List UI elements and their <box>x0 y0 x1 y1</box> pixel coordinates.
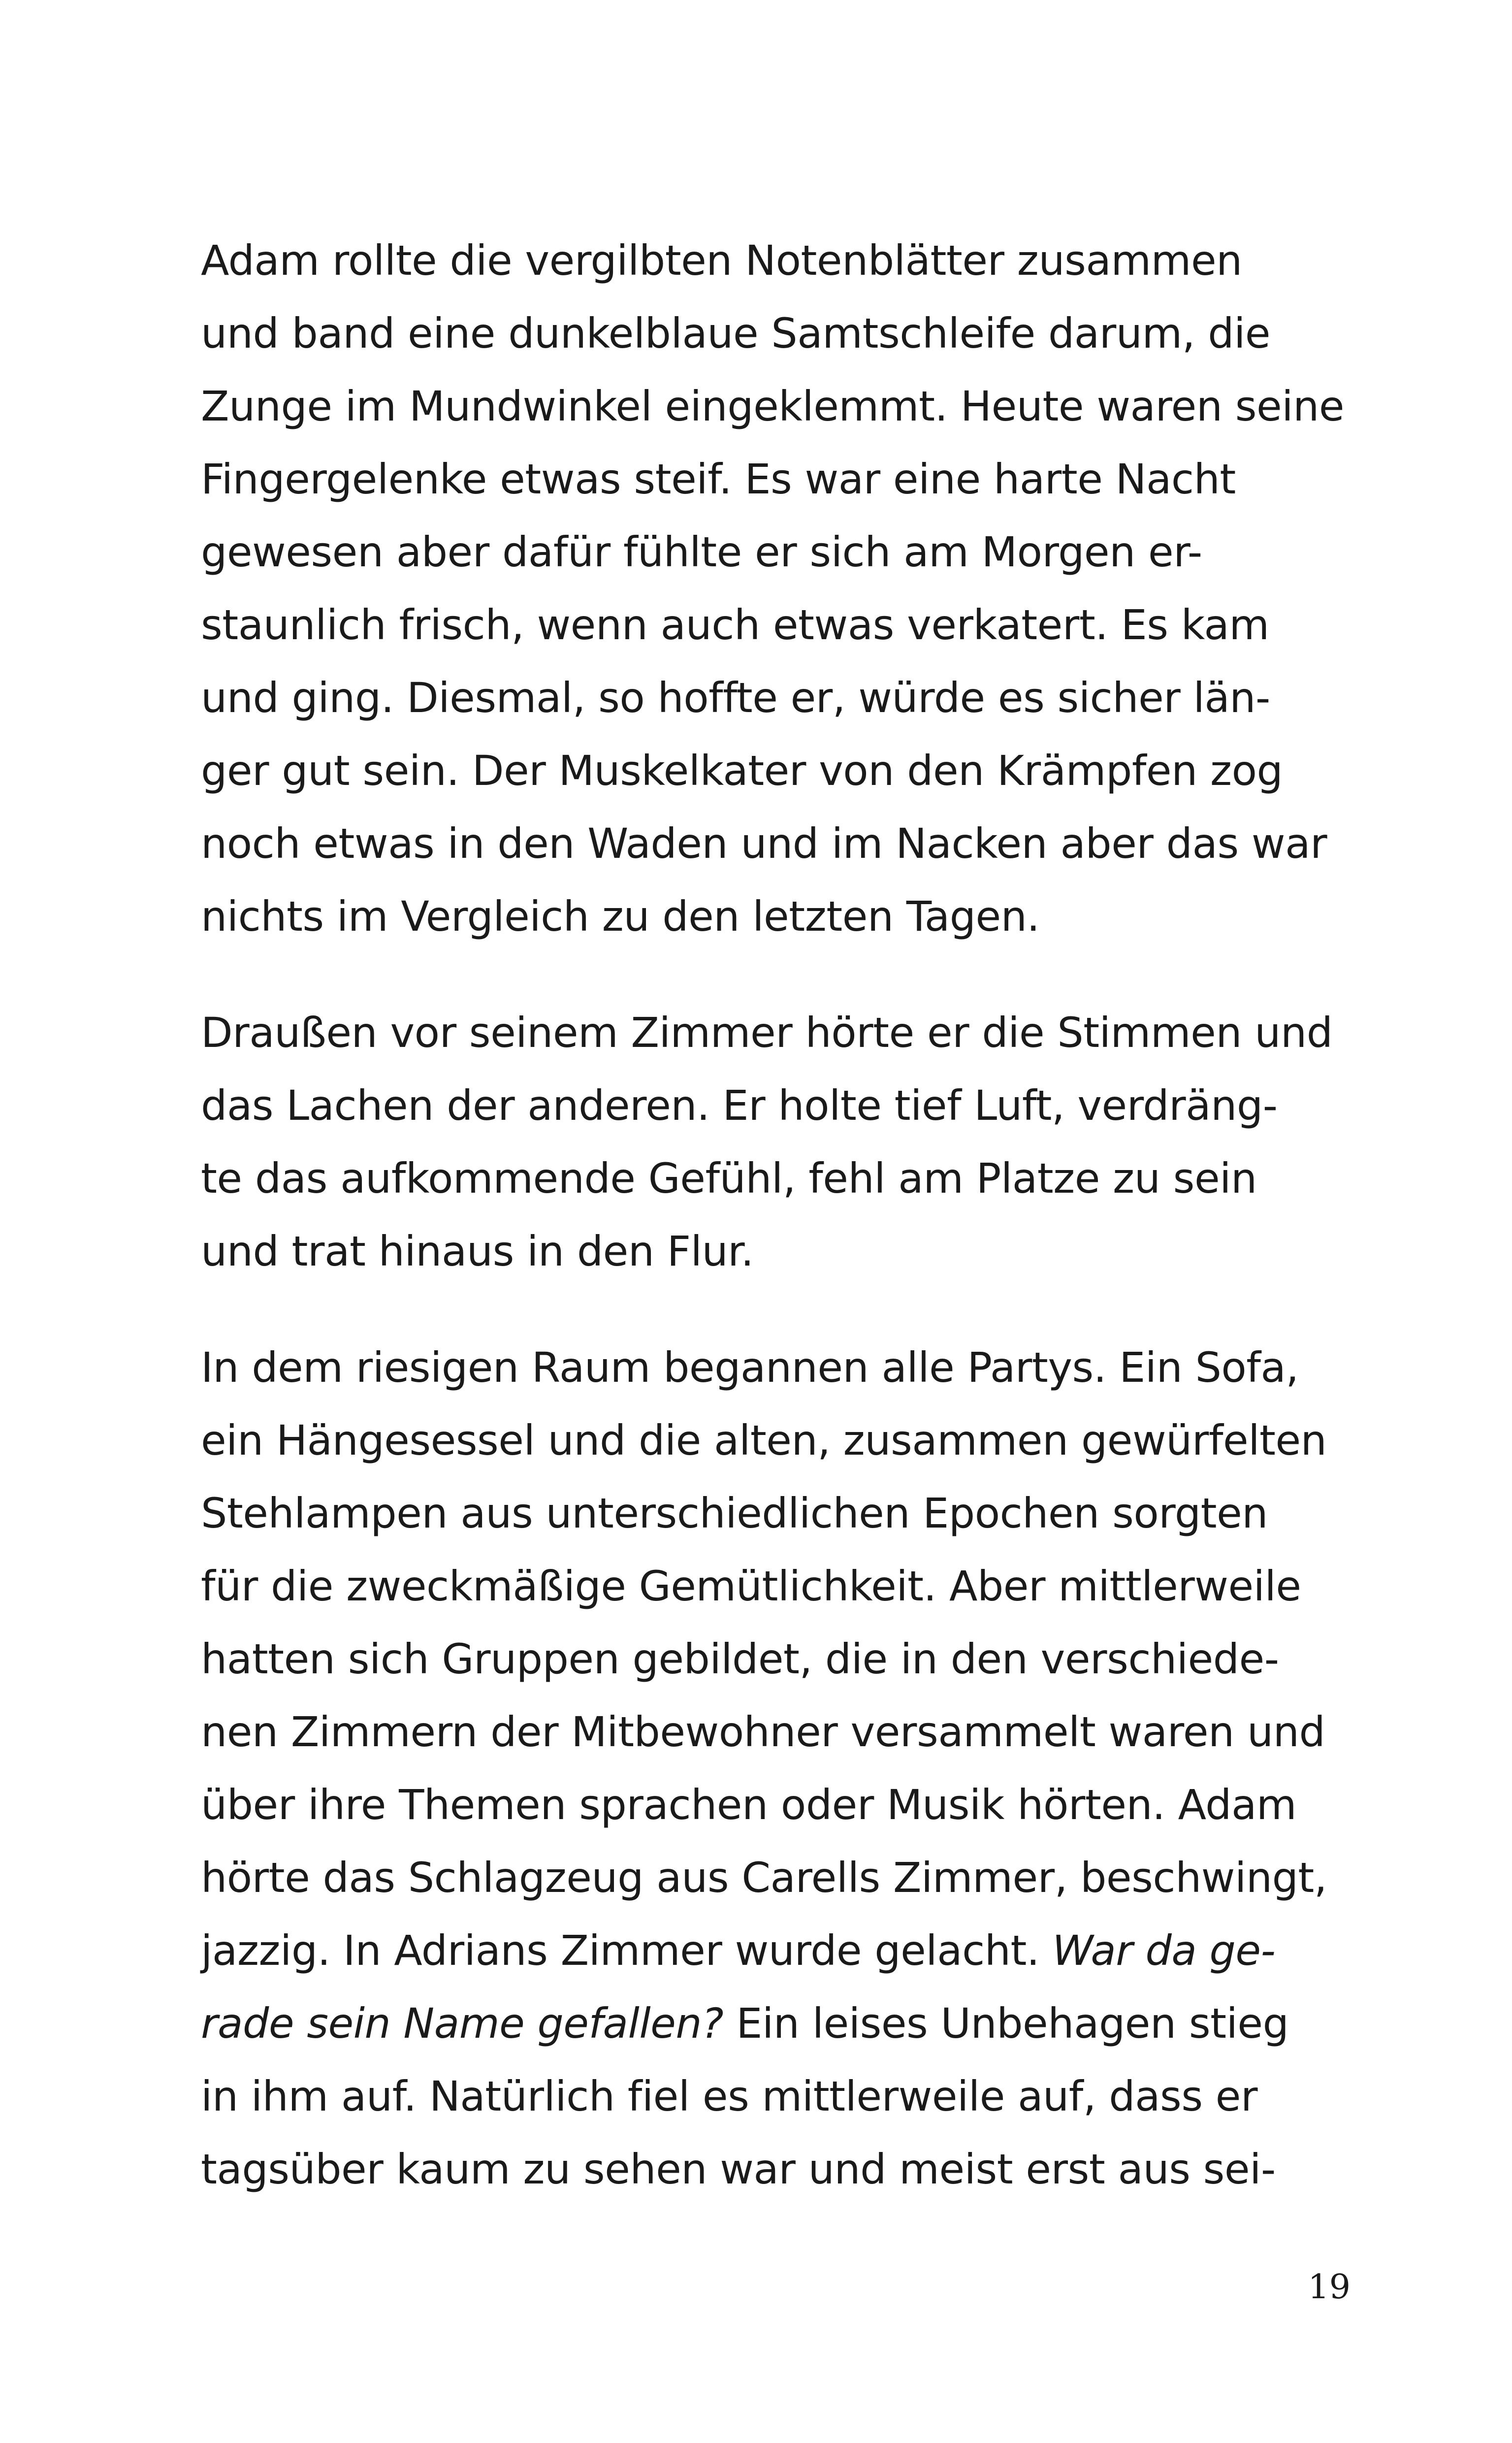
text-segment: Stehlampen aus unterschiedlichen Epochen sorgten <box>201 1489 1268 1537</box>
text-segment: nichts im Vergleich zu den letzten Tagen. <box>201 892 1040 941</box>
text-line <box>201 1623 1363 1695</box>
text-segment: über ihre Themen sprachen oder Musik hörten. Adam <box>201 1781 1297 1829</box>
text-line <box>201 1841 1363 1914</box>
paragraph <box>201 996 1363 1288</box>
text-segment: Ein leises Unbehagen stieg <box>723 1999 1289 2048</box>
text-line <box>201 516 1363 588</box>
text-segment: und band eine dunkelblaue Samtschleife darum, die <box>201 309 1271 358</box>
text-line <box>201 1404 1363 1477</box>
text-segment: Adam rollte die vergilbten Notenblätter zusammen <box>201 236 1242 285</box>
text-line <box>201 1914 1363 1987</box>
text-line <box>201 661 1363 734</box>
text-segment: ger gut sein. Der Muskelkater von den Krämpfen zog <box>201 747 1283 795</box>
text-segment: in ihm auf. Natürlich fiel es mittlerweile auf, dass er <box>201 2072 1257 2120</box>
text-line <box>201 2060 1363 2133</box>
text-line <box>201 588 1363 661</box>
text-segment: und trat hinaus in den Flur. <box>201 1227 754 1275</box>
text-segment: hörte das Schlagzeug aus Carells Zimmer, beschwingt, <box>201 1854 1327 1902</box>
text-line <box>201 1695 1363 1768</box>
text-segment: hatten sich Gruppen gebildet, die in den verschiede- <box>201 1635 1279 1683</box>
text-segment: Fingergelenke etwas steif. Es war eine harte Nacht <box>201 455 1236 503</box>
text-line <box>201 734 1363 807</box>
text-segment: und ging. Diesmal, so hoffte er, würde es sicher län- <box>201 674 1270 722</box>
text-line <box>201 807 1363 880</box>
body-text <box>201 224 1363 2206</box>
text-segment: In dem riesigen Raum begannen alle Partys. Ein Sofa, <box>201 1343 1299 1392</box>
text-segment: noch etwas in den Waden und im Nacken aber das war <box>201 819 1327 868</box>
text-line <box>201 1069 1363 1142</box>
text-line <box>201 370 1363 443</box>
text-line <box>201 996 1363 1069</box>
text-line <box>201 1331 1363 1404</box>
text-segment: nen Zimmern der Mitbewohner versammelt waren und <box>201 1708 1325 1756</box>
text-segment: Zunge im Mundwinkel eingeklemmt. Heute waren seine <box>201 382 1344 430</box>
italic-text: rade sein Name gefallen? <box>201 1999 724 2048</box>
text-line <box>201 443 1363 516</box>
page-number: 19 <box>1308 2268 1351 2307</box>
text-segment: für die zweckmäßige Gemütlichkeit. Aber mittlerweile <box>201 1562 1301 1610</box>
text-line <box>201 1768 1363 1841</box>
text-segment: gewesen aber dafür fühlte er sich am Morgen er- <box>201 528 1202 576</box>
paragraph <box>201 224 1363 953</box>
text-line <box>201 297 1363 370</box>
text-line <box>201 1987 1363 2060</box>
text-segment: te das aufkommende Gefühl, fehl am Platze zu sein <box>201 1154 1257 1203</box>
text-line <box>201 1142 1363 1215</box>
text-line <box>201 1550 1363 1623</box>
text-segment: jazzig. In Adrians Zimmer wurde gelacht. <box>201 1926 1053 1975</box>
text-segment: das Lachen der anderen. Er holte tief Luft, verdräng- <box>201 1081 1278 1130</box>
paragraph <box>201 1331 1363 2206</box>
text-segment: staunlich frisch, wenn auch etwas verkatert. Es kam <box>201 601 1269 649</box>
text-segment: ein Hängesessel und die alten, zusammen gewürfelten <box>201 1416 1327 1465</box>
text-segment: Draußen vor seinem Zimmer hörte er die Stimmen und <box>201 1009 1333 1057</box>
text-line <box>201 1477 1363 1550</box>
text-line <box>201 2133 1363 2206</box>
italic-text: War da ge- <box>1052 1926 1276 1975</box>
text-line <box>201 224 1363 297</box>
text-line <box>201 880 1363 953</box>
text-line <box>201 1215 1363 1288</box>
text-segment: tagsüber kaum zu sehen war und meist erst aus sei- <box>201 2145 1276 2193</box>
